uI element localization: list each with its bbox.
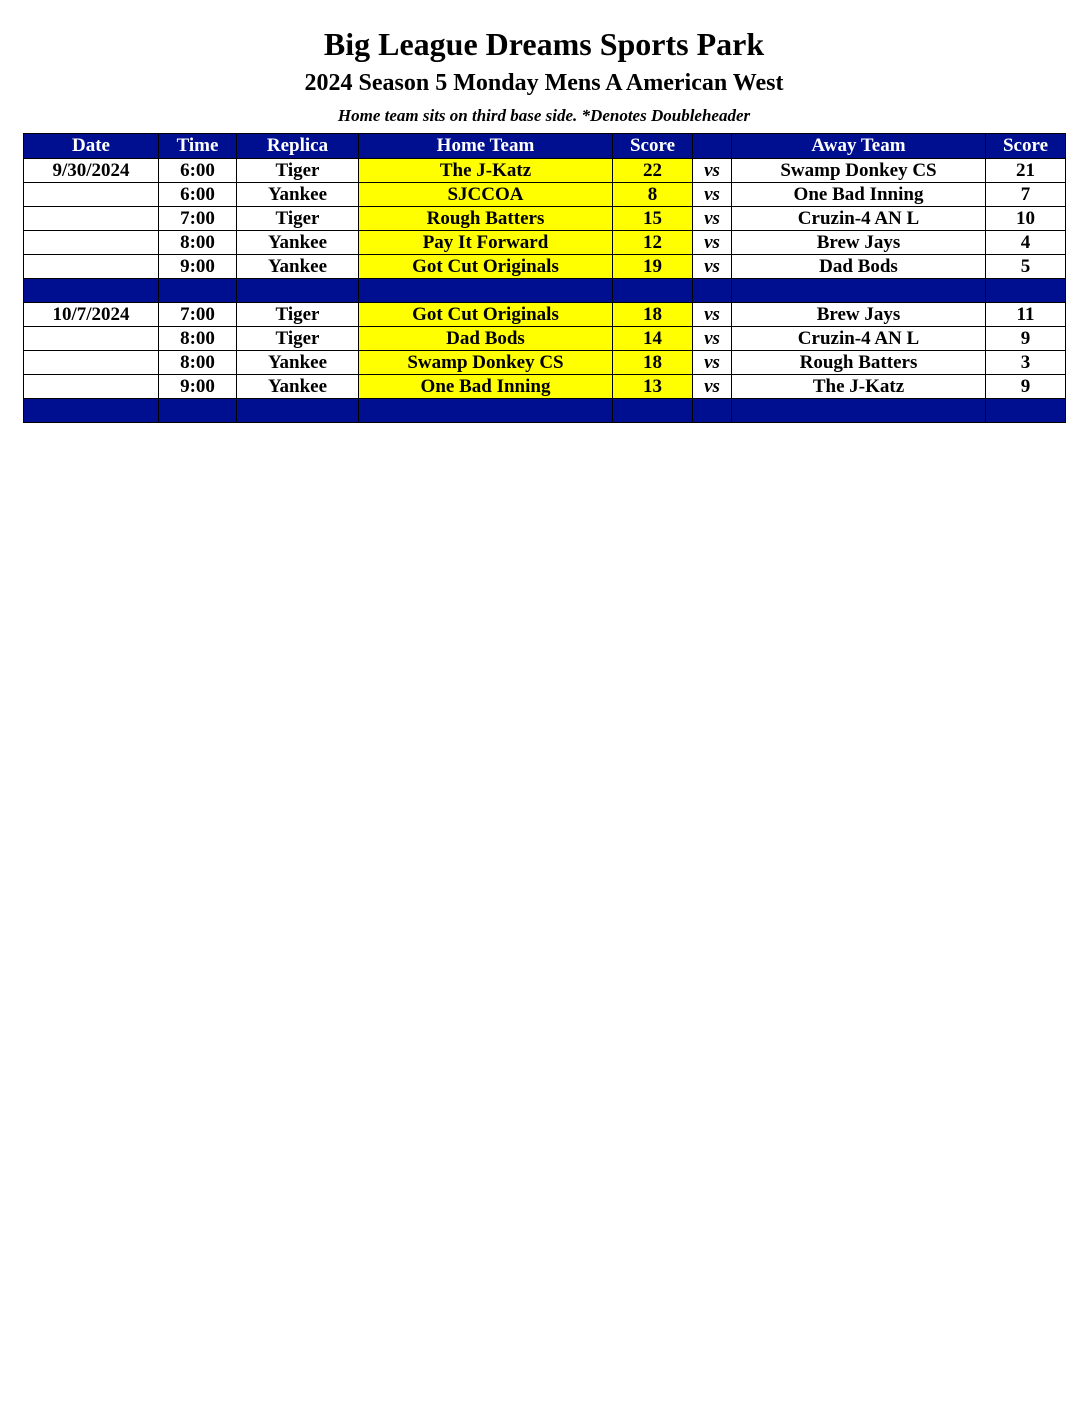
away-team-cell: Rough Batters	[732, 351, 986, 375]
separator-row	[24, 279, 1066, 303]
separator-cell	[613, 279, 693, 303]
home-team-cell: Swamp Donkey CS	[359, 351, 613, 375]
home-score-cell: 18	[613, 351, 693, 375]
away-team-cell: Brew Jays	[732, 303, 986, 327]
away-team-cell: Dad Bods	[732, 255, 986, 279]
away-score-cell: 4	[986, 231, 1066, 255]
away-team-cell: Cruzin-4 AN L	[732, 327, 986, 351]
away-score-cell: 5	[986, 255, 1066, 279]
separator-cell	[732, 399, 986, 423]
page-subtitle: 2024 Season 5 Monday Mens A American West	[304, 70, 784, 96]
home-score-cell: 14	[613, 327, 693, 351]
time-cell: 9:00	[159, 255, 237, 279]
away-score-cell: 11	[986, 303, 1066, 327]
home-team-cell: One Bad Inning	[359, 375, 613, 399]
separator-cell	[359, 279, 613, 303]
column-header-home-score: Score	[613, 134, 693, 159]
home-score-cell: 15	[613, 207, 693, 231]
away-team-cell: The J-Katz	[732, 375, 986, 399]
away-score-cell: 10	[986, 207, 1066, 231]
away-score-cell: 9	[986, 327, 1066, 351]
replica-cell: Yankee	[237, 255, 359, 279]
away-score-cell: 9	[986, 375, 1066, 399]
replica-cell: Tiger	[237, 207, 359, 231]
home-team-cell: Got Cut Originals	[359, 303, 613, 327]
home-team-cell: SJCCOA	[359, 183, 613, 207]
separator-cell	[613, 399, 693, 423]
home-score-cell: 8	[613, 183, 693, 207]
date-cell	[24, 231, 159, 255]
separator-cell	[732, 279, 986, 303]
schedule-note: Home team sits on third base side. *Denotes Doubleheader	[337, 106, 751, 125]
separator-cell	[159, 399, 237, 423]
schedule-table	[23, 133, 1066, 423]
time-cell: 8:00	[159, 351, 237, 375]
separator-cell	[237, 399, 359, 423]
replica-cell: Yankee	[237, 351, 359, 375]
column-header-away-score: Score	[986, 134, 1066, 159]
date-cell: 9/30/2024	[24, 159, 159, 183]
table-header-row	[24, 134, 1066, 159]
replica-cell: Tiger	[237, 303, 359, 327]
table-row	[24, 255, 1066, 279]
vs-cell: vs	[693, 231, 732, 255]
home-team-cell: Rough Batters	[359, 207, 613, 231]
date-cell: 10/7/2024	[24, 303, 159, 327]
schedule-body	[24, 159, 1066, 423]
separator-cell	[24, 399, 159, 423]
column-header-vs	[693, 134, 732, 159]
home-team-cell: The J-Katz	[359, 159, 613, 183]
table-row	[24, 207, 1066, 231]
time-cell: 6:00	[159, 183, 237, 207]
vs-cell: vs	[693, 327, 732, 351]
separator-cell	[986, 279, 1066, 303]
vs-cell: vs	[693, 159, 732, 183]
vs-cell: vs	[693, 207, 732, 231]
separator-cell	[159, 279, 237, 303]
time-cell: 9:00	[159, 375, 237, 399]
home-team-cell: Got Cut Originals	[359, 255, 613, 279]
table-row	[24, 351, 1066, 375]
home-score-cell: 22	[613, 159, 693, 183]
home-score-cell: 18	[613, 303, 693, 327]
separator-row	[24, 399, 1066, 423]
vs-cell: vs	[693, 183, 732, 207]
away-score-cell: 21	[986, 159, 1066, 183]
column-header-replica: Replica	[237, 134, 359, 159]
table-row	[24, 183, 1066, 207]
away-team-cell: Brew Jays	[732, 231, 986, 255]
vs-cell: vs	[693, 303, 732, 327]
home-score-cell: 12	[613, 231, 693, 255]
away-score-cell: 7	[986, 183, 1066, 207]
separator-cell	[359, 399, 613, 423]
home-team-cell: Dad Bods	[359, 327, 613, 351]
table-row	[24, 231, 1066, 255]
date-cell	[24, 327, 159, 351]
vs-cell: vs	[693, 255, 732, 279]
away-team-cell: One Bad Inning	[732, 183, 986, 207]
column-header-home-team: Home Team	[359, 134, 613, 159]
separator-cell	[237, 279, 359, 303]
date-cell	[24, 255, 159, 279]
time-cell: 7:00	[159, 303, 237, 327]
replica-cell: Tiger	[237, 159, 359, 183]
time-cell: 7:00	[159, 207, 237, 231]
separator-cell	[986, 399, 1066, 423]
table-row	[24, 159, 1066, 183]
column-header-away-team: Away Team	[732, 134, 986, 159]
replica-cell: Yankee	[237, 183, 359, 207]
replica-cell: Tiger	[237, 327, 359, 351]
column-header-date: Date	[24, 134, 159, 159]
time-cell: 6:00	[159, 159, 237, 183]
away-score-cell: 3	[986, 351, 1066, 375]
time-cell: 8:00	[159, 231, 237, 255]
date-cell	[24, 183, 159, 207]
home-score-cell: 19	[613, 255, 693, 279]
table-row	[24, 303, 1066, 327]
column-header-time: Time	[159, 134, 237, 159]
separator-cell	[693, 399, 732, 423]
replica-cell: Yankee	[237, 375, 359, 399]
date-cell	[24, 207, 159, 231]
vs-cell: vs	[693, 375, 732, 399]
date-cell	[24, 375, 159, 399]
time-cell: 8:00	[159, 327, 237, 351]
home-score-cell: 13	[613, 375, 693, 399]
away-team-cell: Swamp Donkey CS	[732, 159, 986, 183]
separator-cell	[24, 279, 159, 303]
home-team-cell: Pay It Forward	[359, 231, 613, 255]
date-cell	[24, 351, 159, 375]
table-row	[24, 327, 1066, 351]
table-row	[24, 375, 1066, 399]
replica-cell: Yankee	[237, 231, 359, 255]
separator-cell	[693, 279, 732, 303]
vs-cell: vs	[693, 351, 732, 375]
page-title: Big League Dreams Sports Park	[323, 26, 765, 62]
away-team-cell: Cruzin-4 AN L	[732, 207, 986, 231]
